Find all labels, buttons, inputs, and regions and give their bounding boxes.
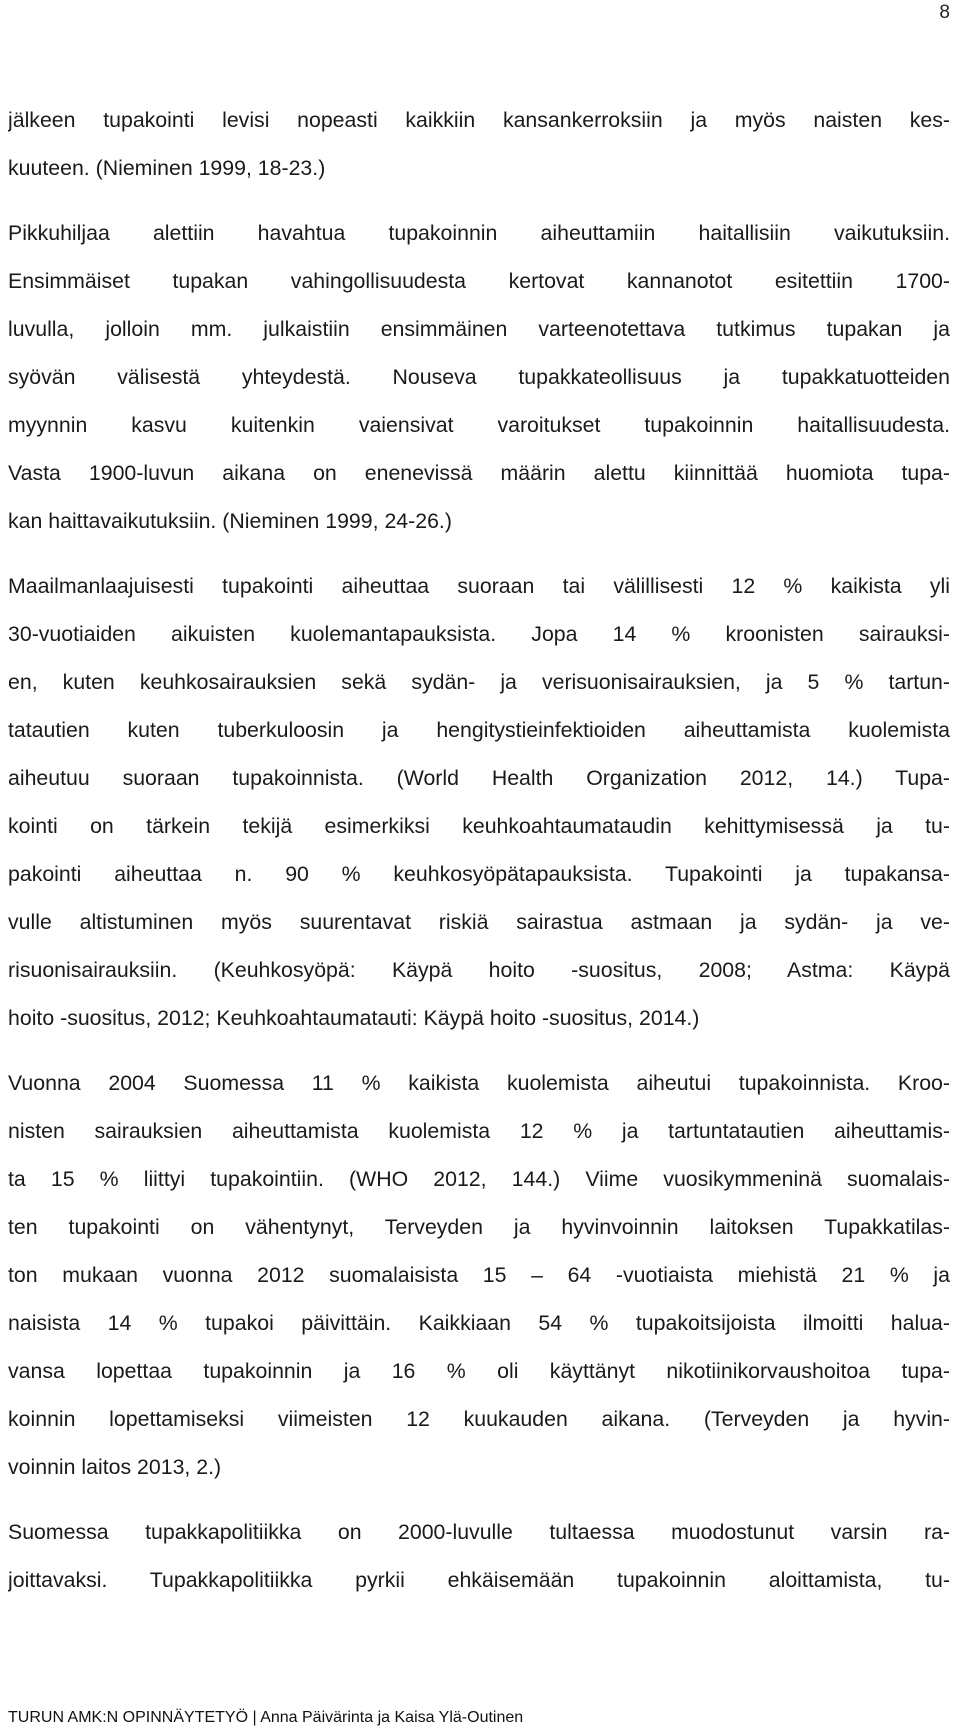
text-line: 30-vuotiaiden aikuisten kuolemantapauksista. Jopa 14 % kroonisten sairauksi- xyxy=(8,622,950,646)
paragraph-gap xyxy=(8,192,950,209)
paragraph xyxy=(8,1059,950,1491)
paragraph-gap xyxy=(8,1491,950,1508)
text-line: nisten sairauksien aiheuttamista kuolemista 12 % ja tartuntatautien aiheuttamis- xyxy=(8,1119,950,1143)
text-line: tatautien kuten tuberkuloosin ja hengitystieinfektioiden aiheuttamista kuolemista xyxy=(8,718,950,742)
text-line: en, kuten keuhkosairauksien sekä sydän- ja verisuonisairauksien, ja 5 % tartun- xyxy=(8,670,950,694)
text-line: Pikkuhiljaa alettiin havahtua tupakoinnin aiheuttamiin haitallisiin vaikutuksiin. xyxy=(8,221,950,245)
text-line: risuonisairauksiin. (Keuhkosyöpä: Käypä hoito -suositus, 2008; Astma: Käypä xyxy=(8,958,950,982)
text-line: ta 15 % liittyi tupakointiin. (WHO 2012, 144.) Viime vuosikymmeninä suomalais- xyxy=(8,1167,950,1191)
page-number: 8 xyxy=(939,2,950,23)
text-line: jälkeen tupakointi levisi nopeasti kaikkiin kansankerroksiin ja myös naisten kes- xyxy=(8,108,950,132)
text-line: Vuonna 2004 Suomessa 11 % kaikista kuolemista aiheutui tupakoinnista. Kroo- xyxy=(8,1071,950,1095)
paragraph xyxy=(8,562,950,1042)
text-line: Suomessa tupakkapolitiikka on 2000-luvulle tultaessa muodostunut varsin ra- xyxy=(8,1520,950,1544)
text-line: kan haittavaikutuksiin. (Nieminen 1999, 24-26.) xyxy=(8,509,452,533)
text-line: joittavaksi. Tupakkapolitiikka pyrkii ehkäisemään tupakoinnin aloittamista, tu- xyxy=(8,1568,950,1592)
text-line: aiheutuu suoraan tupakoinnista. (World Health Organization 2012, 14.) Tupa- xyxy=(8,766,950,790)
text-line: vansa lopettaa tupakoinnin ja 16 % oli käyttänyt nikotiinikorvaushoitoa tupa- xyxy=(8,1359,950,1383)
text-line: naisista 14 % tupakoi päivittäin. Kaikkiaan 54 % tupakoitsijoista ilmoitti halua- xyxy=(8,1311,950,1335)
paragraph xyxy=(8,209,950,545)
paragraph xyxy=(8,96,950,192)
text-line: myynnin kasvu kuitenkin vaiensivat varoitukset tupakoinnin haitallisuudesta. xyxy=(8,413,950,437)
paragraph-gap xyxy=(8,1042,950,1059)
text-line: hoito -suositus, 2012; Keuhkoahtaumatauti: Käypä hoito -suositus, 2014.) xyxy=(8,1006,700,1030)
text-line: vulle altistuminen myös suurentavat riskiä sairastua astmaan ja sydän- ja ve- xyxy=(8,910,950,934)
text-line: syövän välisestä yhteydestä. Nouseva tupakkateollisuus ja tupakkatuotteiden xyxy=(8,365,950,389)
page-footer: TURUN AMK:N OPINNÄYTETYÖ | Anna Päivärinta ja Kaisa Ylä-Outinen xyxy=(8,1709,524,1726)
paragraph-gap xyxy=(8,545,950,562)
text-line: luvulla, jolloin mm. julkaistiin ensimmäinen varteenotettava tutkimus tupakan ja xyxy=(8,317,950,341)
text-line: ton mukaan vuonna 2012 suomalaisista 15 – 64 -vuotiaista miehistä 21 % ja xyxy=(8,1263,950,1287)
text-line: ten tupakointi on vähentynyt, Terveyden ja hyvinvoinnin laitoksen Tupakkatilas- xyxy=(8,1215,950,1239)
document-body xyxy=(0,96,960,1604)
text-line: Ensimmäiset tupakan vahingollisuudesta kertovat kannanotot esitettiin 1700- xyxy=(8,269,950,293)
text-line: kointi on tärkein tekijä esimerkiksi keuhkoahtaumataudin kehittymisessä ja tu- xyxy=(8,814,950,838)
text-line: pakointi aiheuttaa n. 90 % keuhkosyöpätapauksista. Tupakointi ja tupakansa- xyxy=(8,862,950,886)
text-line: kuuteen. (Nieminen 1999, 18-23.) xyxy=(8,156,326,180)
text-line: koinnin lopettamiseksi viimeisten 12 kuukauden aikana. (Terveyden ja hyvin- xyxy=(8,1407,950,1431)
paragraph xyxy=(8,1508,950,1604)
text-line: Maailmanlaajuisesti tupakointi aiheuttaa suoraan tai välillisesti 12 % kaikista yli xyxy=(8,574,950,598)
text-line: voinnin laitos 2013, 2.) xyxy=(8,1455,222,1479)
text-line: Vasta 1900-luvun aikana on enenevissä määrin alettu kiinnittää huomiota tupa- xyxy=(8,461,950,485)
